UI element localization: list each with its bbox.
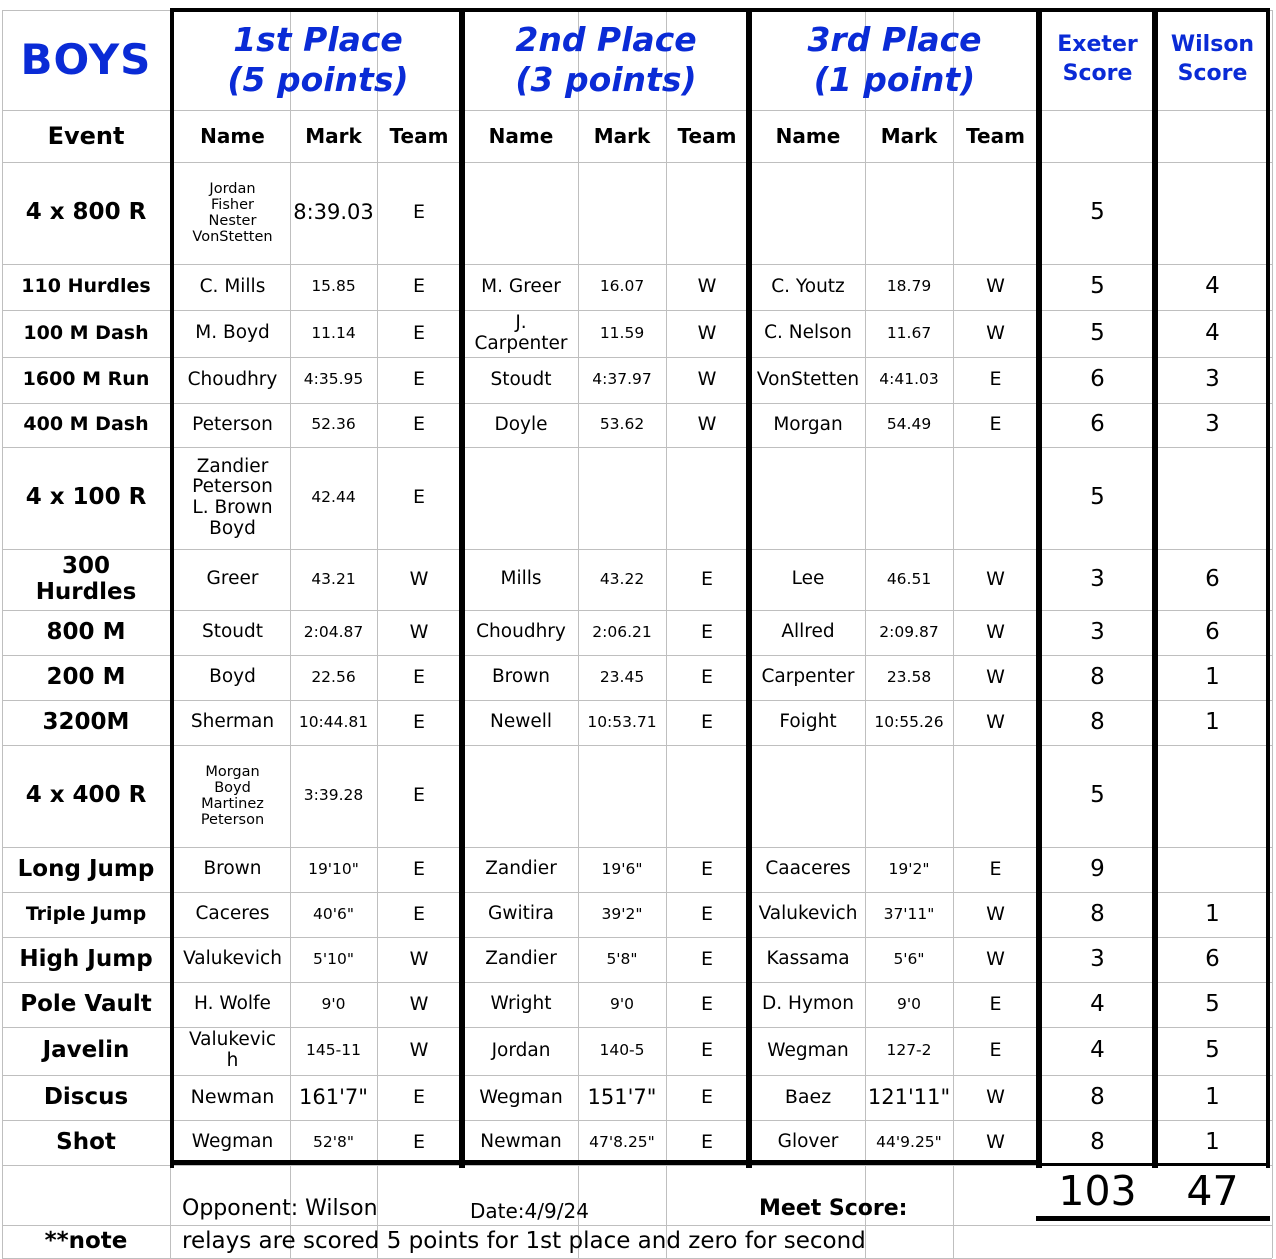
exeter-event-score: 8 (1090, 663, 1105, 690)
p1-team: E (412, 902, 425, 925)
note-label: **note (44, 1228, 128, 1255)
wilson-event-score (1157, 162, 1268, 264)
p2-mark: 5'8" (606, 949, 638, 968)
p2-mark: 2:06.21 (592, 622, 652, 641)
p3-team: W (986, 275, 1005, 298)
opponent-label: Opponent: Wilson (182, 1196, 378, 1222)
p3-name: Allred (781, 621, 835, 643)
p2-team: E (700, 620, 713, 643)
p1-team: E (412, 486, 425, 509)
p1-mark: 15.85 (311, 277, 356, 296)
p2-team (666, 447, 748, 549)
p1-mark: 42.44 (311, 488, 356, 507)
p1-mark: 22.56 (311, 667, 356, 686)
event-name: High Jump (19, 945, 153, 972)
p3-name: Carpenter (761, 666, 855, 688)
p1-team: E (412, 413, 425, 436)
p2-mark: 151'7" (587, 1084, 657, 1109)
p1-name: Zandier Peterson L. Brown Boyd (192, 455, 273, 539)
p2-mark: 9'0 (610, 994, 634, 1013)
p2-name: Jordan (491, 1039, 551, 1061)
wilson-event-score: 5 (1205, 990, 1220, 1017)
p3-name: C. Youtz (771, 275, 845, 297)
p2-name: J. Carpenter (474, 311, 568, 354)
p2-name: Zandier (485, 858, 557, 880)
p1-name: Jordan Fisher Nester VonStetten (192, 180, 273, 246)
p2-team: E (700, 1130, 713, 1153)
p1-name: Brown (203, 858, 262, 880)
p2-name: Wegman (479, 1085, 563, 1108)
p3-team: W (986, 1085, 1005, 1108)
event-name: 3200M (42, 708, 130, 735)
p2-team: E (700, 665, 713, 688)
p2-name: Newell (489, 711, 552, 733)
wilson-event-score (1157, 745, 1268, 847)
exeter-total-score: 103 (1058, 1167, 1137, 1216)
p1-team: W (409, 567, 429, 590)
event-column-header: Event (47, 121, 125, 150)
p1-team: E (412, 710, 425, 733)
p3-team (953, 447, 1038, 549)
p3-mark (865, 162, 953, 264)
event-name: 4 x 100 R (25, 484, 147, 511)
p3-mark: 19'2" (888, 859, 930, 878)
section-border (1036, 1163, 1270, 1166)
p3-mark: 54.49 (886, 415, 932, 434)
p2-mark: 23.45 (599, 667, 645, 686)
p1-mark: 5'10" (313, 949, 354, 968)
p3-name: C. Nelson (764, 322, 852, 344)
p3-name: VonStetten (756, 368, 860, 390)
p1-name: Morgan Boyd Martinez Peterson (200, 763, 265, 829)
p3-mark: 5'6" (893, 949, 925, 968)
exeter-score-header: Exeter Score (1057, 32, 1138, 86)
event-name: 4 x 400 R (25, 782, 147, 809)
p2-mark (578, 745, 666, 847)
exeter-event-score: 8 (1090, 708, 1105, 735)
wilson-total-score: 47 (1186, 1167, 1239, 1216)
section-border (170, 1160, 1040, 1165)
event-name: 400 M Dash (23, 413, 149, 436)
section-border (1036, 8, 1042, 1168)
p3-name: Wegman (767, 1039, 849, 1061)
p3-name: Glover (777, 1131, 839, 1153)
exeter-event-score: 3 (1090, 565, 1105, 592)
p1-mark-header: Mark (305, 123, 362, 148)
wilson-event-score: 1 (1205, 663, 1220, 690)
p3-mark: 4:41.03 (879, 370, 939, 389)
p2-name-header: Name (488, 123, 554, 148)
event-name: Discus (43, 1083, 129, 1110)
section-border (459, 8, 465, 1168)
p2-mark: 11.59 (599, 323, 645, 342)
p2-mark: 19'6" (601, 859, 643, 878)
p2-name: M. Greer (481, 275, 561, 297)
p3-team: W (986, 620, 1005, 643)
meet-date: Date:4/9/24 (470, 1198, 589, 1223)
wilson-event-score: 1 (1205, 708, 1220, 735)
p3-name: D. Hymon (762, 993, 854, 1015)
p1-mark: 2:04.87 (303, 622, 364, 641)
exeter-event-score: 5 (1090, 273, 1105, 300)
p1-team: W (409, 1039, 429, 1062)
section-border (170, 8, 174, 1168)
p1-mark: 40'6" (313, 904, 354, 923)
p3-name: Kassama (766, 948, 850, 970)
p1-mark: 3:39.28 (303, 786, 364, 805)
p3-mark: 10:55.26 (874, 712, 944, 731)
p3-team (953, 745, 1038, 847)
p1-mark: 161'7" (299, 1084, 368, 1109)
p1-name-header: Name (200, 123, 265, 148)
p3-team: W (986, 902, 1005, 925)
wilson-score-header: Wilson Score (1170, 32, 1255, 86)
p2-mark: 39'2" (601, 904, 643, 923)
p2-team: E (700, 947, 713, 970)
first-place-header: 1st Place (5 points) (227, 20, 409, 99)
p3-team (953, 162, 1038, 264)
wilson-event-score: 6 (1205, 565, 1220, 592)
p2-name (464, 162, 578, 264)
p3-name: Lee (791, 568, 825, 590)
section-border (1266, 8, 1270, 1168)
p3-mark: 9'0 (897, 994, 921, 1013)
p3-name (751, 162, 865, 264)
p1-team: E (412, 665, 425, 688)
p3-mark: 127-2 (886, 1041, 932, 1060)
p3-name (751, 745, 865, 847)
event-name: Shot (56, 1128, 116, 1155)
p2-team: W (697, 275, 717, 298)
p3-team-header: Team (966, 123, 1025, 148)
p2-name: Mills (500, 568, 542, 590)
p1-mark: 19'10" (308, 859, 359, 878)
p2-mark-header: Mark (593, 123, 651, 148)
p1-name: Choudhry (187, 368, 278, 390)
event-name: 200 M (46, 663, 126, 690)
p2-mark: 43.22 (599, 569, 645, 588)
sheet-title: BOYS (20, 35, 152, 85)
p1-mark: 52'8" (313, 1132, 354, 1151)
p1-team: E (412, 321, 425, 344)
p1-team: W (409, 992, 429, 1015)
p3-team: E (989, 992, 1002, 1015)
wilson-event-score (1157, 447, 1268, 549)
wilson-event-score (1157, 847, 1268, 892)
exeter-event-score: 6 (1090, 411, 1105, 438)
p1-name: C. Mills (199, 275, 266, 297)
p2-team (666, 745, 748, 847)
exeter-event-score: 9 (1090, 855, 1105, 882)
p1-mark: 4:35.95 (303, 370, 364, 389)
section-border (170, 8, 1270, 12)
p1-team: E (412, 275, 425, 298)
event-name: 4 x 800 R (25, 199, 147, 226)
p2-mark: 47'8.25" (589, 1132, 655, 1151)
p3-mark: 46.51 (886, 569, 932, 588)
exeter-event-score: 8 (1090, 1083, 1105, 1110)
note-text: relays are scored 5 points for 1st place and zero for second (182, 1228, 866, 1255)
wilson-event-score: 3 (1205, 411, 1220, 438)
p3-mark: 18.79 (886, 277, 932, 296)
event-name: Pole Vault (20, 990, 152, 1017)
section-border (746, 8, 752, 1168)
p2-mark: 4:37.97 (592, 370, 652, 389)
p3-name: Foight (779, 711, 837, 733)
p2-team: E (700, 567, 713, 590)
p1-mark: 10:44.81 (298, 712, 369, 731)
p2-team: W (697, 413, 717, 436)
p2-name: Doyle (494, 413, 548, 435)
p1-name: Peterson (192, 413, 273, 435)
p1-mark: 8:39.03 (293, 200, 374, 225)
p2-team: E (700, 1085, 713, 1108)
p2-name: Gwitira (488, 903, 554, 925)
p3-name: Valukevich (758, 903, 858, 925)
p1-name: H. Wolfe (194, 993, 271, 1015)
grid-col-line (1272, 10, 1273, 1258)
section-border (1036, 1216, 1270, 1221)
p3-name (751, 447, 865, 549)
p2-name: Wright (490, 993, 552, 1015)
p3-mark: 2:09.87 (879, 622, 939, 641)
p1-mark: 9'0 (321, 994, 346, 1013)
p3-mark (865, 745, 953, 847)
event-name: Long Jump (17, 855, 155, 882)
p3-team: W (986, 567, 1005, 590)
wilson-event-score: 6 (1205, 618, 1220, 645)
p2-team: W (697, 368, 717, 391)
p2-team: W (697, 321, 717, 344)
exeter-event-score: 5 (1090, 484, 1105, 511)
wilson-event-score: 5 (1205, 1037, 1220, 1064)
p2-mark: 10:53.71 (587, 712, 657, 731)
p2-team: E (700, 710, 713, 733)
p1-name: M. Boyd (195, 322, 270, 344)
p2-team (666, 162, 748, 264)
event-name: 300 Hurdles (35, 552, 137, 605)
wilson-event-score: 1 (1205, 900, 1220, 927)
wilson-event-score: 1 (1205, 1083, 1220, 1110)
p1-name: Valukevich (183, 948, 282, 970)
event-name: 100 M Dash (23, 321, 149, 344)
p1-name: Caceres (195, 903, 270, 925)
p3-mark (865, 447, 953, 549)
p1-mark: 43.21 (311, 569, 356, 588)
p1-mark: 145-11 (306, 1041, 361, 1060)
p1-team: E (412, 1085, 425, 1108)
p3-mark: 44'9.25" (876, 1132, 942, 1151)
exeter-event-score: 5 (1090, 199, 1105, 226)
p3-mark: 23.58 (886, 667, 932, 686)
wilson-event-score: 1 (1205, 1128, 1220, 1155)
p2-name (464, 745, 578, 847)
third-place-header: 3rd Place (1 point) (807, 20, 982, 99)
wilson-event-score: 6 (1205, 945, 1220, 972)
event-name: 110 Hurdles (21, 275, 151, 298)
p2-mark (578, 447, 666, 549)
p3-team: E (989, 413, 1002, 436)
exeter-event-score: 4 (1090, 990, 1105, 1017)
p3-team: W (986, 665, 1005, 688)
p1-team: W (409, 620, 429, 643)
p1-team: E (412, 784, 425, 807)
p2-team-header: Team (677, 123, 737, 148)
p1-team: E (412, 1130, 425, 1153)
p3-team: E (989, 368, 1002, 391)
p3-mark-header: Mark (880, 123, 938, 148)
p1-mark: 11.14 (311, 323, 356, 342)
p3-team: W (986, 321, 1005, 344)
p2-name: Choudhry (476, 621, 566, 643)
wilson-event-score: 4 (1205, 273, 1220, 300)
exeter-event-score: 6 (1090, 366, 1105, 393)
p2-team: E (700, 857, 713, 880)
p3-mark: 37'11" (883, 904, 935, 923)
p1-team-header: Team (389, 123, 449, 148)
p1-name: Boyd (209, 666, 256, 688)
p1-team: W (409, 947, 429, 970)
p1-name: Greer (206, 568, 259, 590)
p3-mark: 121'11" (867, 1084, 951, 1109)
p2-name (464, 447, 578, 549)
p1-name: Valukevic h (188, 1029, 277, 1071)
p2-mark: 140-5 (599, 1041, 645, 1060)
exeter-event-score: 4 (1090, 1037, 1105, 1064)
p3-mark: 11.67 (886, 323, 932, 342)
event-name: 1600 M Run (22, 368, 150, 391)
p3-name: Caaceres (765, 858, 851, 880)
event-name: 800 M (46, 618, 126, 645)
p1-mark: 52.36 (311, 415, 356, 434)
p2-team: E (700, 902, 713, 925)
p3-name: Morgan (773, 413, 843, 435)
p1-team: E (412, 368, 425, 391)
p2-mark: 53.62 (599, 415, 645, 434)
exeter-event-score: 8 (1090, 1128, 1105, 1155)
p2-name: Stoudt (490, 368, 552, 390)
p3-team: E (989, 857, 1002, 880)
exeter-event-score: 5 (1090, 782, 1105, 809)
exeter-event-score: 5 (1090, 319, 1105, 346)
p1-name: Sherman (190, 711, 275, 733)
p1-name: Newman (190, 1085, 275, 1108)
p1-team: E (412, 201, 425, 224)
event-name: Triple Jump (25, 902, 147, 925)
event-name: Javelin (42, 1037, 130, 1064)
p2-mark (578, 162, 666, 264)
p2-team: E (700, 992, 713, 1015)
p3-team: E (989, 1039, 1002, 1062)
p3-team: W (986, 710, 1005, 733)
second-place-header: 2nd Place (3 points) (515, 20, 697, 99)
p2-mark: 16.07 (599, 277, 645, 296)
section-border (1152, 8, 1158, 1168)
p3-name-header: Name (775, 123, 841, 148)
p1-team: E (412, 857, 425, 880)
wilson-event-score: 3 (1205, 366, 1220, 393)
p1-name: Stoudt (201, 621, 264, 643)
p1-name: Wegman (191, 1131, 274, 1153)
exeter-event-score: 8 (1090, 900, 1105, 927)
p3-team: W (986, 947, 1005, 970)
p2-name: Zandier (485, 948, 557, 970)
p2-name: Brown (491, 666, 551, 688)
p3-team: W (986, 1130, 1005, 1153)
exeter-event-score: 3 (1090, 945, 1105, 972)
exeter-event-score: 3 (1090, 618, 1105, 645)
p2-team: E (700, 1039, 713, 1062)
wilson-event-score: 4 (1205, 319, 1220, 346)
p3-name: Baez (784, 1085, 832, 1108)
p2-name: Newman (480, 1131, 562, 1153)
meet-score-label: Meet Score: (759, 1196, 908, 1222)
